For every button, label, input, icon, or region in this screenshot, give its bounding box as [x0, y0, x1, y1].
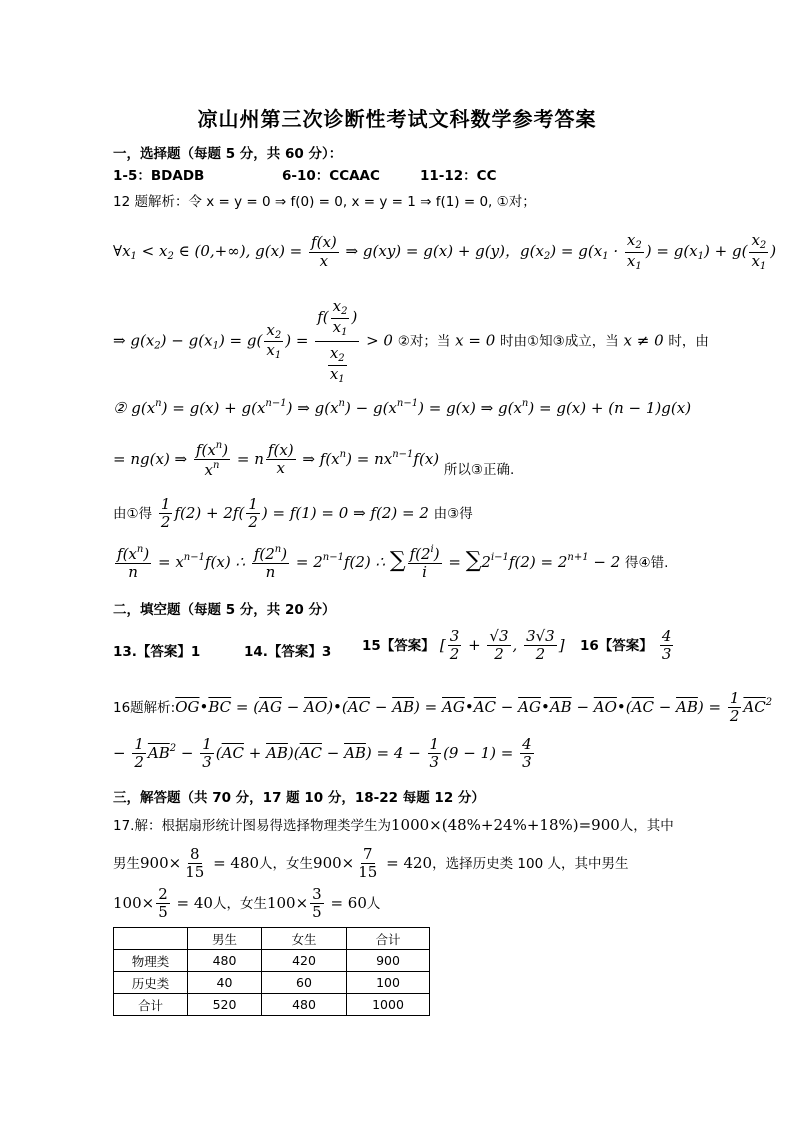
q12-intro: 12 题解析：令 x = y = 0 ⇒ f(0) = 0, x = y = 1 ⇒ f(1) = 0, ①对；	[113, 194, 536, 210]
table-cell: 1000	[347, 994, 430, 1016]
table-header-cell: 女生	[262, 928, 347, 950]
q12-line5: = ng(x) ⇒ $\frac{f(x^n)}{x^n}$ = n $\frac{f(x)}{x}$ ⇒ $f(x^n) = nx^{n-1}f(x)$ 所以③正确.	[113, 440, 515, 480]
q17-line3-text-a: 人，女生	[212, 895, 267, 912]
table-cell: 480	[262, 994, 347, 1016]
q17-line3: 100× $\frac{2}{5}$ = 40人，女生100× $\frac{3}{5}$ = 60人	[113, 885, 381, 922]
q17-line2-text-c: ，选择历史类 100 人，其中男生	[432, 855, 629, 872]
q12-line7-text: 得④错.	[625, 554, 669, 571]
q16-line2: − $\frac{1}{2}$ $\overline{AB}^2$ − $\frac{1}{3}$ $(\overline{AC} + \overline{AB})(\overline{AC} - \overline{AB}) = 4$ − $\frac{1}{3}$ (9 − 1) = $\frac{4}{3}$	[113, 735, 532, 772]
q17-line3-text-b: 人	[366, 895, 381, 912]
q12-line3-text1: ②对；当	[397, 333, 451, 350]
section-3-heading: 三，解答题（共 70 分，17 题 10 分，18-22 每题 12 分）	[113, 790, 485, 806]
q17-line1-text-a: 17.解：根据扇形统计图易得选择物理类学生为	[113, 818, 391, 834]
q12-line2: $\forall x_1 < x_2$ ∈ (0,+∞), g(x) = $\frac{f(x)}{x}$ ⇒ g(xy) = g(x) + g(y)，$g(x_2) = g(x_1$ · $\frac{x_2}{x_1}$ ) = $g(x_1) + g$( $\frac{x_2}{x_1}$ )	[113, 231, 777, 272]
answer-16: 16【答案】 $\frac{4}{3}$	[580, 627, 672, 664]
gender-subject-table	[113, 927, 430, 1016]
q12-line6: 由①得 $\frac{1}{2}$ f(2) + 2f( $\frac{1}{2}$ ) = f(1) = 0 ⇒ f(2) = 2 由③得	[113, 495, 473, 532]
q16-line1: 16题解析$:\overline{OG}•\overline{BC} = (\overline{AG}$ − $\overline{AO})•(\overline{AC} - \overline{AB})$ = $\overline{AG}•\overline{AC}$ − $\overline{AG}•\overline{AB}$ − $\overline{AO}•(\overline{AC} - \overline{AB})$ = $\frac{1}{2}$ $\overline{AC}^2$	[113, 689, 773, 726]
q12-line6-text-a: 由①得	[113, 505, 153, 522]
answer-15: 15【答案】 [ $\frac{3}{2}$ + $\frac{√3}{2}$ , $\frac{3√3}{2}$ ]	[362, 627, 565, 664]
q17-line1-expr: 1000×(48%+24%+18%)=900	[390, 816, 620, 834]
table-row	[114, 994, 430, 1016]
q12-line7: $\frac{f(x^n)}{n}$ = $x^{n-1}f(x)$ ∴ $\frac{f(2^n)}{n}$ = $2^{n-1}f(2)$ ∴ ∑ $\frac{f(2^i)}{i}$ = $\sum 2^{i-1}f(2) = 2^{n+1} - 2$ 得④错.	[117, 544, 669, 582]
section-1-heading: 一，选择题（每题 5 分，共 60 分）：	[113, 146, 343, 162]
q16-intro: 16题解析:	[113, 699, 176, 716]
table-header-row	[114, 928, 430, 950]
table-header-cell	[114, 928, 188, 950]
q17-line1	[113, 814, 674, 834]
table-header-cell: 男生	[188, 928, 262, 950]
table-cell: 520	[188, 994, 262, 1016]
q12-line6-text-b: 由③得	[433, 505, 473, 522]
table-cell: 100	[347, 972, 430, 994]
q12-line5-text: 所以③正确.	[443, 461, 515, 478]
table-cell: 物理类	[114, 950, 188, 972]
table-header-cell: 合计	[347, 928, 430, 950]
table-cell: 历史类	[114, 972, 188, 994]
answer-14: 14.【答案】3	[244, 644, 332, 660]
table-cell: 420	[262, 950, 347, 972]
answer-16-label: 16【答案】	[580, 637, 653, 654]
table-cell: 40	[188, 972, 262, 994]
page-title: 凉山州第三次诊断性考试文科数学参考答案	[197, 107, 597, 131]
q12-line4: ② $g(x^n) = g(x) + g(x^{n-1})$ ⇒ $g(x^n) - g(x^{n-1}) = g(x)$ ⇒ $g(x^n) = g(x) + (n - 1)g(x)$	[113, 398, 692, 417]
table-row	[114, 972, 430, 994]
answer-15-label: 15【答案】	[362, 637, 435, 654]
q17-line2-text-b: 人，女生	[259, 855, 314, 872]
table-cell: 900	[347, 950, 430, 972]
q12-line3-text2: 时由①知③成立，当	[500, 333, 619, 350]
q12-line3: ⇒ $g(x_2) - g(x_1) = g$( $\frac{x_2}{x_1}$ ) = f( $\frac{x_2}{x_1}$ ) $\frac{x_2}{x_1}$ > 0 ②对；当 x = 0 时由①知③成立，当 x ≠ 0 时，由	[113, 297, 709, 385]
answers-11-12: 11-12：CC	[420, 168, 497, 184]
table-cell: 480	[188, 950, 262, 972]
answers-1-5: 1-5：BDADB	[113, 168, 205, 184]
q17-line2: 男生900× $\frac{8}{15}$ = 480人，女生900× $\frac{7}{15}$ = 420，选择历史类 100 人，其中男生	[113, 845, 629, 882]
q17-line2-text-a: 男生	[113, 855, 140, 872]
table-cell: 60	[262, 972, 347, 994]
answer-13: 13.【答案】1	[113, 644, 201, 660]
q12-line3-text3: 时，由	[668, 333, 709, 350]
table-cell: 合计	[114, 994, 188, 1016]
q17-line1-text-b: 人，其中	[619, 818, 674, 834]
table-row	[114, 950, 430, 972]
answers-6-10: 6-10：CCAAC	[282, 168, 380, 184]
section-2-heading: 二，填空题（每题 5 分，共 20 分）	[113, 602, 336, 618]
